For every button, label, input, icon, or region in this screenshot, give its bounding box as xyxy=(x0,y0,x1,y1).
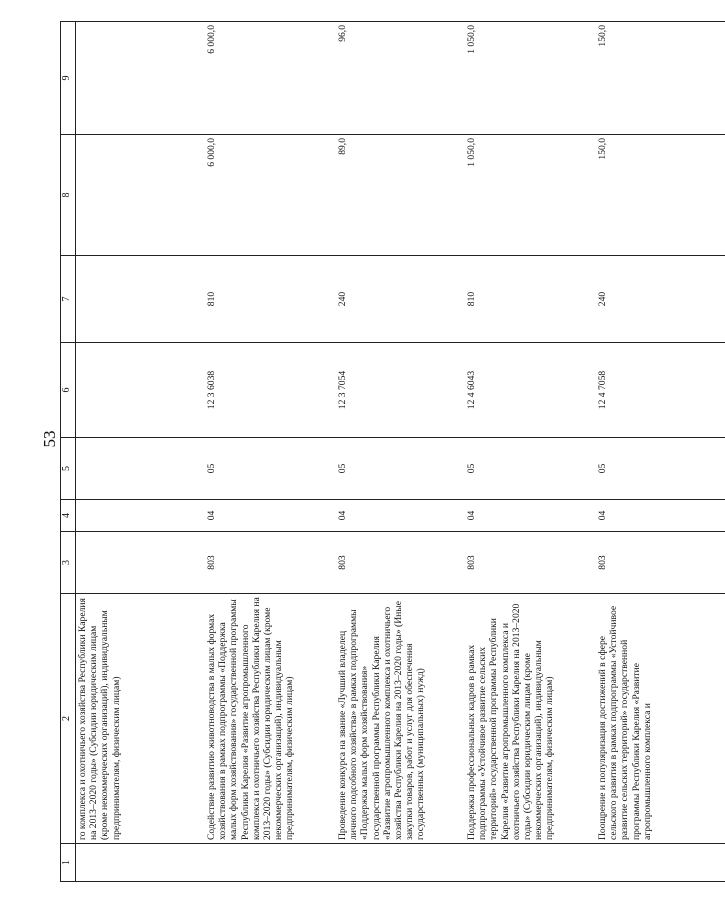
subsection-code-cell: 05 xyxy=(336,438,465,500)
subsection-code-cell: 05 xyxy=(465,438,596,500)
page-number: 53 xyxy=(40,430,59,448)
column-number: 5 xyxy=(61,438,76,500)
item-name-cell: го комплекса и охотничьего хозяйства Республики Карелия на 2013–2020 годы» (Субсидии юридическим лицам (кроме некоммерческих организаций), индивидуальным предпринимателям, физическим лицам) xyxy=(76,594,206,844)
amount-cell: 6 000,0 xyxy=(205,135,336,256)
amount-cell xyxy=(76,22,206,135)
ministry-code-cell: 803 xyxy=(596,532,725,594)
row-index-cell xyxy=(465,844,596,882)
section-code-cell: 04 xyxy=(596,500,725,532)
row-index-cell xyxy=(76,844,206,882)
row-index-cell xyxy=(596,844,725,882)
budget-table-sheet xyxy=(60,22,653,882)
amount-cell: 89,0 xyxy=(336,135,465,256)
subsection-code-cell xyxy=(76,438,206,500)
subsection-code-cell: 05 xyxy=(205,438,336,500)
amount-cell: 1 050,0 xyxy=(465,22,596,135)
amount-cell xyxy=(76,135,206,256)
amount-cell: 150,0 xyxy=(596,22,725,135)
expense-type-cell: 810 xyxy=(465,256,596,343)
column-number: 7 xyxy=(61,256,76,343)
column-number: 9 xyxy=(61,22,76,135)
amount-cell: 96,0 xyxy=(336,22,465,135)
table-row xyxy=(336,22,465,882)
target-article-cell: 12 3 6038 xyxy=(205,343,336,438)
row-index-cell xyxy=(205,844,336,882)
column-number: 8 xyxy=(61,135,76,256)
ministry-code-cell: 803 xyxy=(205,532,336,594)
column-number: 1 xyxy=(61,844,76,882)
section-code-cell: 04 xyxy=(205,500,336,532)
target-article-cell: 12 4 7058 xyxy=(596,343,725,438)
section-code-cell xyxy=(76,500,206,532)
amount-cell: 150,0 xyxy=(596,135,725,256)
column-number: 6 xyxy=(61,343,76,438)
ministry-code-cell: 803 xyxy=(336,532,465,594)
table-row xyxy=(205,22,336,882)
column-number-row xyxy=(61,22,76,882)
section-code-cell: 04 xyxy=(465,500,596,532)
column-number: 3 xyxy=(61,532,76,594)
table-row xyxy=(76,22,206,882)
target-article-cell: 12 4 6043 xyxy=(465,343,596,438)
expense-type-cell: 240 xyxy=(336,256,465,343)
ministry-code-cell xyxy=(76,532,206,594)
column-number: 4 xyxy=(61,500,76,532)
column-number: 2 xyxy=(61,594,76,844)
budget-table xyxy=(60,21,725,882)
expense-type-cell: 810 xyxy=(205,256,336,343)
table-row xyxy=(465,22,596,882)
target-article-cell: 12 3 7054 xyxy=(336,343,465,438)
target-article-cell xyxy=(76,343,206,438)
amount-cell: 6 000,0 xyxy=(205,22,336,135)
ministry-code-cell: 803 xyxy=(465,532,596,594)
expense-type-cell: 240 xyxy=(596,256,725,343)
item-name-cell: Поддержка профессиональных кадров в рамках подпрограммы «Устойчивое развитие сельских территорий» государственной программы Республики Карелия «Развитие агропромышленного комплекса и охотничьего хозяйства Республики Карелия на 2013–2020 годы» (Субсидии юридическим лицам (кроме некоммерческих организаций), индивидуальным предпринимателям, физическим лицам) xyxy=(465,594,596,844)
section-code-cell: 04 xyxy=(336,500,465,532)
item-name-cell: Содействие развитию животноводства в малых формах хозяйствования в рамках подпрограммы «Поддержка малых форм хозяйствования» государственной программы Республики Карелия «Развитие агропромышленного комплекса и охотничьего хозяйства Республики Карелия на 2013–2020 годы» (Субсидии юридическим лицам (кроме некоммерческих организаций), индивидуальным предпринимателям, физическим лицам) xyxy=(205,594,336,844)
item-name-cell: Поощрение и популяризация достижений в сфере сельского развития в рамках подпрограммы «Устойчивое развитие сельских территорий» государственной программы Республики Карелия «Развитие агропромышленного комплекса и xyxy=(596,594,725,844)
table-row xyxy=(596,22,725,882)
subsection-code-cell: 05 xyxy=(596,438,725,500)
item-name-cell: Проведение конкурса на звание «Лучший владелец личного подсобного хозяйства» в рамках подпрограммы «Поддержка малых форм хозяйствования» государственной программы Республики Карелия «Развитие агропромышленного комплекса и охотничьего хозяйства Республики Карелия на 2013–2020 годы» (Иные закупки товаров, работ и услуг для обеспечения государственных (муниципальных) нужд) xyxy=(336,594,465,844)
amount-cell: 1 050,0 xyxy=(465,135,596,256)
row-index-cell xyxy=(336,844,465,882)
expense-type-cell xyxy=(76,256,206,343)
